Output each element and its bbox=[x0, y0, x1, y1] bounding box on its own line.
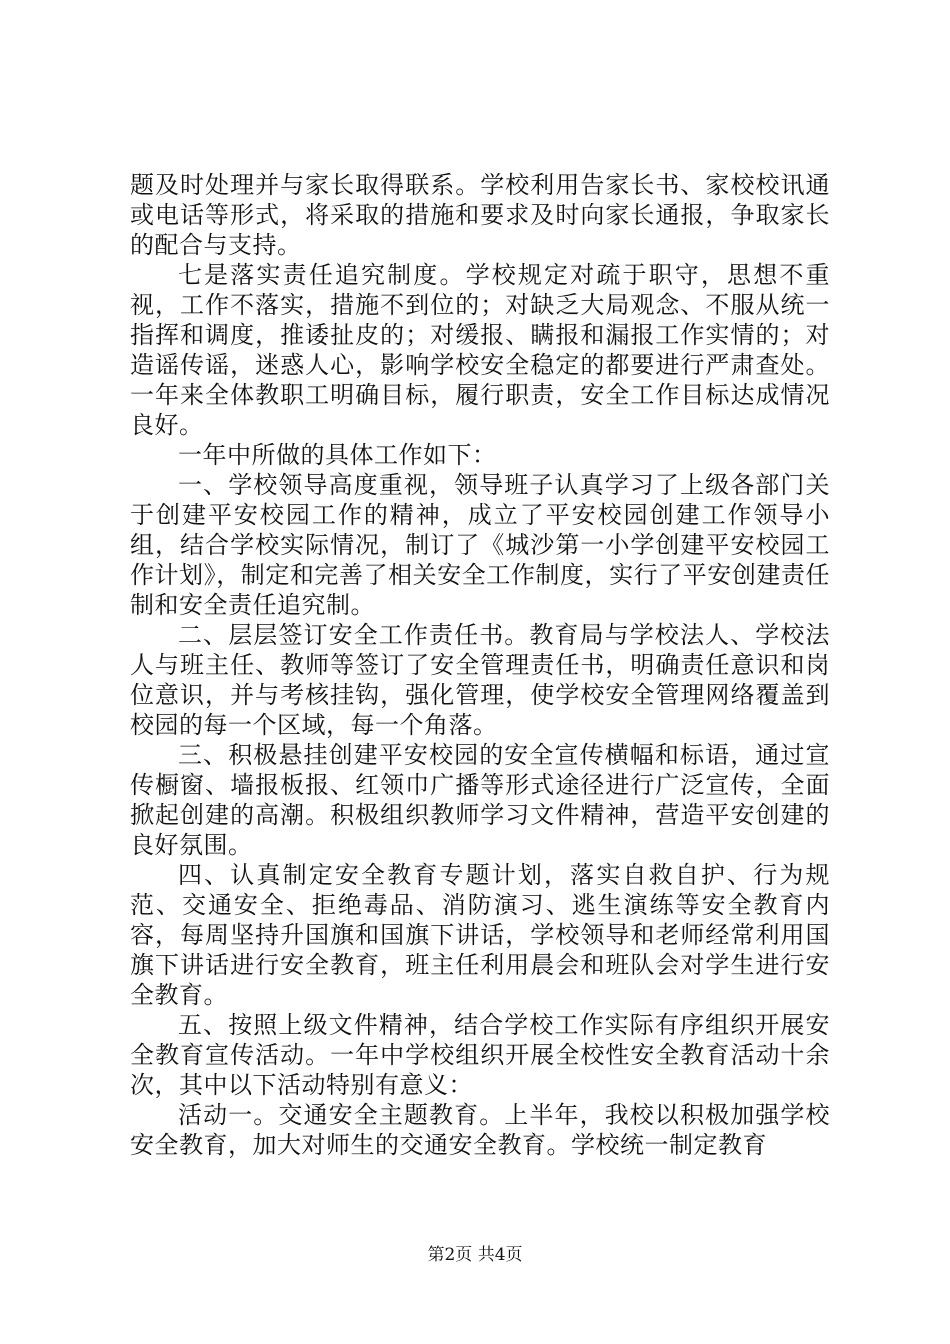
paragraph: 活动一。交通安全主题教育。上半年，我校以积极加强学校安全教育，加大对师生的交通安全教育。学校统一制定教育 bbox=[130, 1101, 830, 1159]
paragraph: 三、积极悬挂创建平安校园的安全宣传横幅和标语，通过宣传橱窗、墙报板报、红领巾广播等形式途径进行广泛宣传，全面掀起创建的高潮。积极组织教师学习文件精神，营造平安创建的良好氛围。 bbox=[130, 741, 830, 859]
paragraph: 二、层层签订安全工作责任书。教育局与学校法人、学校法人与班主任、教师等签订了安全管理责任书，明确责任意识和岗位意识，并与考核挂钩，强化管理，使学校安全管理网络覆盖到校园的每一个区域，每一个角落。 bbox=[130, 621, 830, 739]
paragraph: 四、认真制定安全教育专题计划，落实自救自护、行为规范、交通安全、拒绝毒品、消防演习、逃生演练等安全教育内容，每周坚持升国旗和国旗下讲话，学校领导和老师经常利用国旗下讲话进行安全教育，班主任利用晨会和班队会对学生进行安全教育。 bbox=[130, 861, 830, 1009]
paragraph: 五、按照上级文件精神，结合学校工作实际有序组织开展安全教育宣传活动。一年中学校组织开展全校性安全教育活动十余次，其中以下活动特别有意义： bbox=[130, 1011, 830, 1099]
page-footer: 第2页 共4页 bbox=[427, 1245, 523, 1265]
paragraph: 题及时处理并与家长取得联系。学校利用告家长书、家校校讯通或电话等形式，将采取的措施和要求及时向家长通报，争取家长的配合与支持。 bbox=[130, 171, 830, 259]
document-body bbox=[130, 170, 830, 1160]
paragraph: 七是落实责任追究制度。学校规定对疏于职守，思想不重视，工作不落实，措施不到位的；对缺乏大局观念、不服从统一指挥和调度，推诿扯皮的；对缓报、瞒报和漏报工作实情的；对造谣传谣，迷惑人心，影响学校安全稳定的都要进行严肃查处。一年来全体教职工明确目标，履行职责，安全工作目标达成情况良好。 bbox=[130, 261, 830, 439]
paragraph: 一年中所做的具体工作如下： bbox=[178, 441, 497, 469]
paragraph: 一、学校领导高度重视，领导班子认真学习了上级各部门关于创建平安校园工作的精神，成立了平安校园创建工作领导小组，结合学校实际情况，制订了《城沙第一小学创建平安校园工作计划》，制定和完善了相关安全工作制度，实行了平安创建责任制和安全责任追究制。 bbox=[130, 471, 830, 619]
